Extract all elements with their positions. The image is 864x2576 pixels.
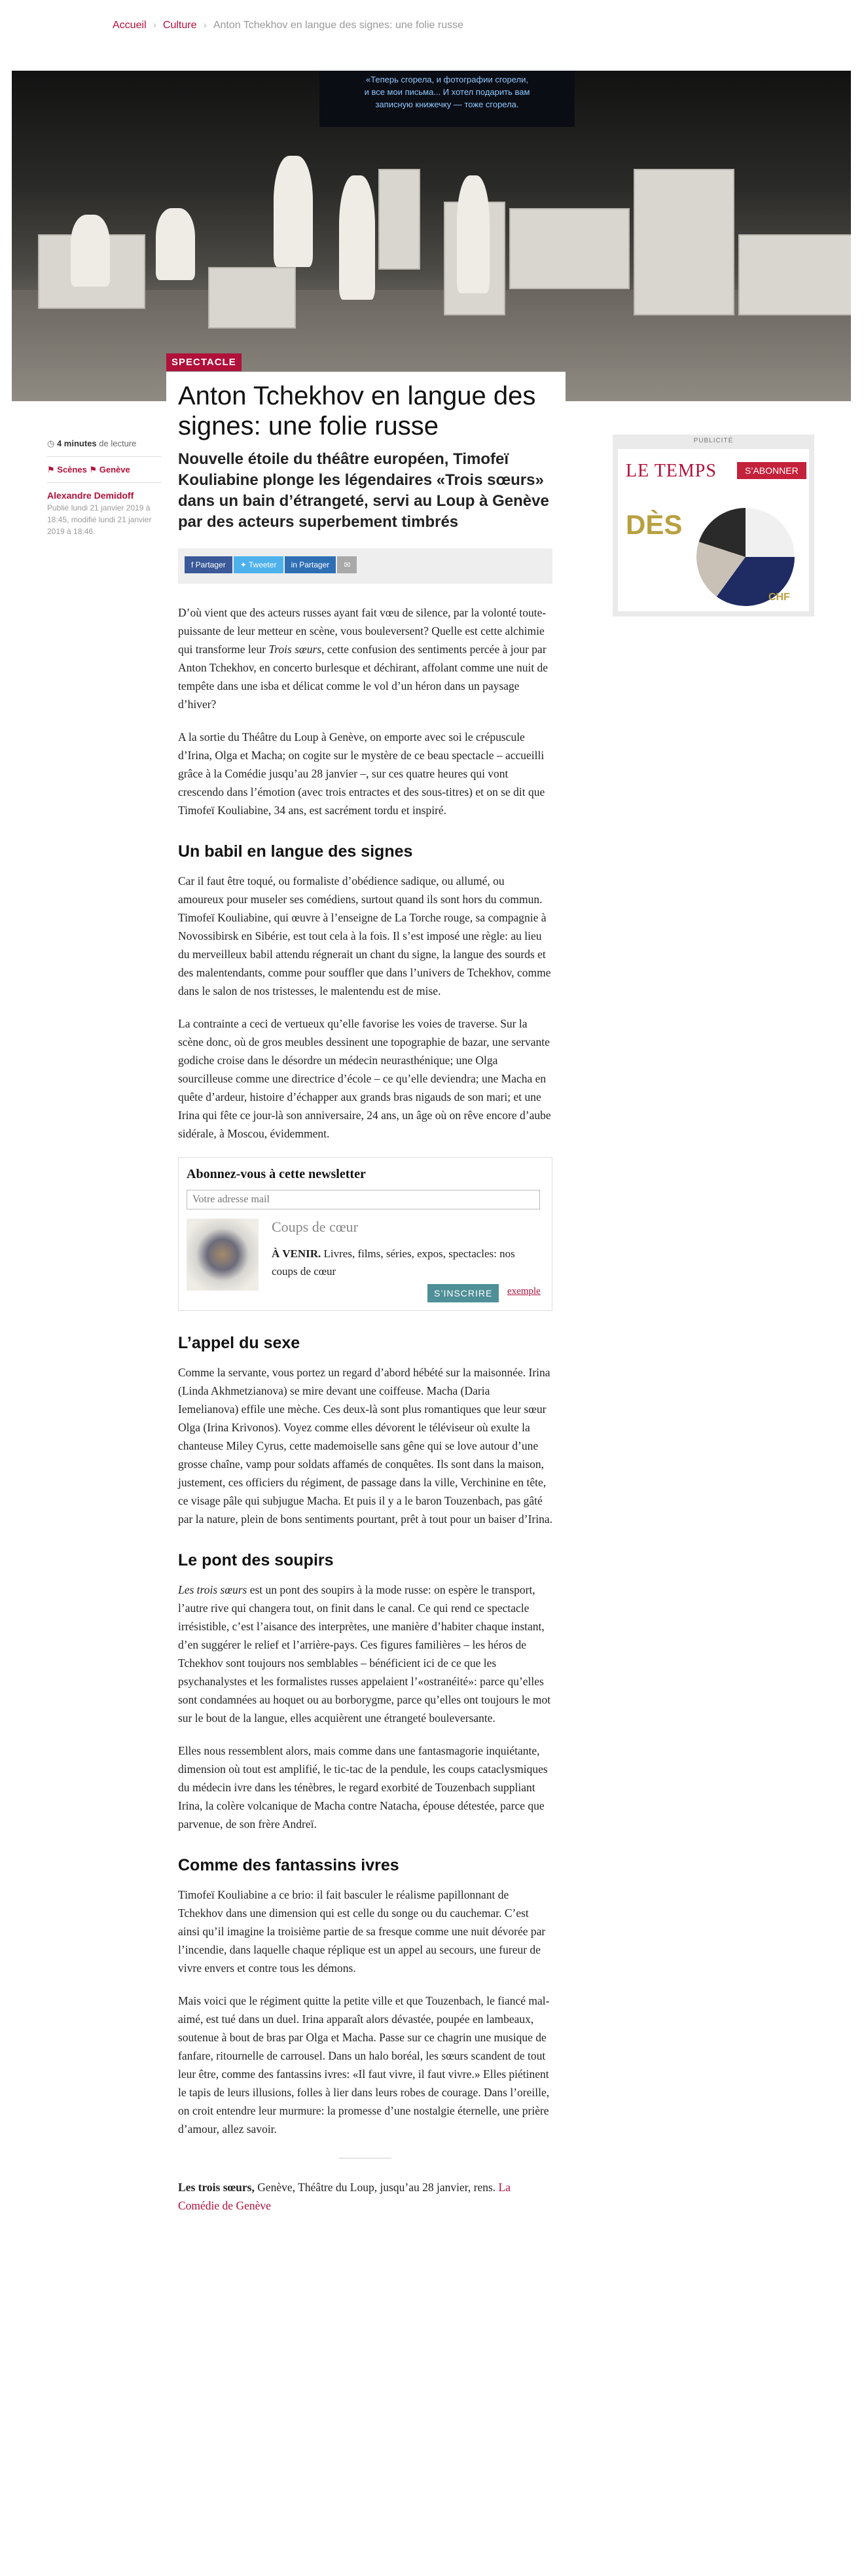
title-box bbox=[166, 372, 566, 448]
category-tag[interactable]: SPECTACLE bbox=[166, 353, 242, 371]
ad-brand-logo: LE TEMPS bbox=[626, 461, 717, 481]
publication-dates: Publié lundi 21 janvier 2019 à 18:45, modifié lundi 21 janvier 2019 à 18:46. bbox=[47, 503, 152, 536]
tag-link[interactable]: Genève bbox=[99, 465, 130, 474]
share-bar bbox=[178, 548, 552, 584]
paragraph-italic: Les trois sœurs bbox=[178, 1583, 247, 1596]
paragraph-text: est un pont des soupirs à la mode russe: on espère le transport, l’autre rive qui changera tout, on finit dans le canal. Ce qui rend ce spectacle irrésistible, c’est l’aisance des interprètes, une manière d’habiter chaque instant, d’en suggérer le relief et l’arrière-pays. Ces figures familières – les héros de Tchekhov sont toujours nos semblables – bénéficient ici de ce que les psychanalystes et les formalistes russes appelaient l’«ostranéité»: parce qu’elles sont condamnées au hoquet ou au borborygme, parce qu’elles ont toujours le mot sur le bout de la langue, elles acquièrent une étrangeté bouleversante. bbox=[178, 1583, 551, 1725]
newsletter-box bbox=[178, 1157, 552, 1311]
newsletter-description-bold: À VENIR. bbox=[272, 1247, 321, 1260]
stage-prop-cabinet bbox=[378, 169, 420, 270]
breadcrumb bbox=[113, 20, 463, 31]
ad-headline: DÈS bbox=[626, 509, 683, 540]
meta-divider bbox=[47, 456, 162, 457]
facebook-share-label: Partager bbox=[195, 560, 226, 569]
practical-info-title: Les trois sœurs, bbox=[178, 2181, 255, 2194]
paragraph: La contrainte a ceci de vertueux qu’elle favorise les voies de traverse. Sur la scène donc, où de gros meubles dessinent une topographie de bazar, une servante godiche croise dans le désordre un médecin neurasthénique; une Olga sourcilleuse comme une directrice d’école – ce qu’elle deviendra; une Macha en quête d’ardeur, histoire d’échapper aux grands bras nigauds de son mari; et une Irina qui fête ce jour-là son anniversaire, 24 ans, un âge où on rêve encore d’aube sidérale, à Moscou, évidemment. bbox=[178, 1017, 551, 1140]
section-heading: Le pont des soupirs bbox=[178, 1551, 334, 1569]
tag-link[interactable]: Scènes bbox=[57, 465, 87, 474]
section-heading: Comme des fantassins ivres bbox=[178, 1856, 399, 1874]
paragraph: A la sortie du Théâtre du Loup à Genève, on emporte avec soi le crépuscule d’Irina, Olga et Macha; on cogite sur le mystère de ce beau spectacle – accueilli grâce à la Comédie jusqu’au 28 janvier –, sur ces quatre heures qui vont crescendo dans l’émotion (avec trois entractes et des sous-titres) et on se dit que Timofeï Kouliabine, 34 ans, est sacrément tordu et inspiré. bbox=[178, 730, 545, 817]
reading-time-suffix: de lecture bbox=[96, 438, 137, 448]
facebook-icon: f bbox=[191, 560, 196, 569]
clock-icon: ◷ bbox=[47, 438, 57, 448]
breadcrumb-current: Anton Tchekhov en langue des signes: une folie russe bbox=[213, 20, 463, 31]
article-body bbox=[178, 449, 552, 2215]
stage-prop-bed bbox=[738, 234, 851, 315]
hero-surtitle bbox=[319, 71, 575, 127]
twitter-share-button[interactable] bbox=[234, 556, 283, 573]
article-meta bbox=[47, 437, 162, 537]
ad-label: PUBLICITÉ bbox=[693, 437, 734, 444]
hero-surtitle-line: и все мои письма... И хотел подарить вам bbox=[364, 87, 530, 97]
hero-image bbox=[12, 71, 851, 401]
tag-icon: ⚑ bbox=[47, 465, 55, 474]
newsletter-description bbox=[272, 1245, 533, 1280]
stage-actor bbox=[71, 215, 110, 287]
stage-actor bbox=[457, 175, 490, 293]
paragraph-italic: Trois sœurs bbox=[268, 643, 322, 656]
newsletter-heading: Abonnez-vous à cette newsletter bbox=[187, 1167, 366, 1181]
meta-divider bbox=[47, 482, 162, 483]
newsletter-item bbox=[187, 1216, 544, 1301]
paragraph: Mais voici que le régiment quitte la petite ville et que Touzenbach, le fiancé mal-aimé, est tué dans un duel. Irina apparaît alors dévastée, poupée en lambeaux, soutenue à bout de bras par Olga et Macha. Passe sur ce chagrin une musique de fanfare, ritournelle de carrousel. Dans un halo boréal, les sœurs scandent de tout leur être, comme des fantassins ivres: «Il faut vivre, il faut vivre.» Elles piétinent le tapis de leurs illusions, folles à lier dans leurs robes de courage. Dans l’oreille, on croit entendre leur murmure: la promesse d’une nostalgie éternelle, une prière d’amour, allez savoir. bbox=[178, 1994, 550, 2136]
hero-surtitle-line: «Теперь сгорела, и фотографии сгорели, bbox=[365, 75, 529, 84]
reading-time-value: 4 minutes bbox=[56, 438, 97, 448]
article-lead: Nouvelle étoile du théâtre européen, Timofeï Kouliabine plonge les légendaires «Trois sœurs» dans un bain d’étrangeté, servi au Loup à Genève par des acteurs superbement timbrés bbox=[178, 450, 549, 531]
paragraph: Timofeï Kouliabine a ce brio: il fait basculer le réalisme papillonnant de Tchekhov dans une dimension qui est celle du songe ou du cauchemar. C’est ainsi qu’il imagine la troisième partie de sa fresque comme une nuit dévorée par l’incendie, dans laquelle chaque réplique est un appel au secours, une fureur de vivre envers et contre tous les démons. bbox=[178, 1888, 546, 1975]
linkedin-share-button[interactable] bbox=[285, 556, 336, 573]
twitter-share-label: Tweeter bbox=[248, 560, 277, 569]
section-heading: Un babil en langue des signes bbox=[178, 842, 413, 861]
ad-banner[interactable] bbox=[618, 449, 809, 611]
twitter-icon: ✦ bbox=[240, 560, 249, 569]
facebook-share-button[interactable] bbox=[185, 556, 232, 573]
comedie-de-geneve-link[interactable]: La Comédie de Genève bbox=[178, 2181, 511, 2212]
breadcrumb-separator: › bbox=[153, 20, 156, 31]
stage-actor bbox=[274, 156, 313, 267]
paragraph bbox=[178, 603, 552, 713]
section-heading: L’appel du sexe bbox=[178, 1334, 300, 1352]
practical-info-text: Genève, Théâtre du Loup, jusqu’au 28 janvier, rens. bbox=[254, 2181, 499, 2194]
paragraph bbox=[178, 1581, 552, 1727]
stage-actor bbox=[339, 175, 375, 300]
newsletter-email-input[interactable] bbox=[187, 1190, 540, 1209]
stage-actor bbox=[156, 208, 195, 280]
paragraph: Comme la servante, vous portez un regard d’abord hébété sur la maisonnée. Irina (Linda Akhmetzianova) se mire devant une coiffeuse. Macha (Daria Iemelianova) effile une mèche. Ces deux-là sont plus romantiques que leur sœur Olga (Irina Krivonos). Voyez comme elles dévorent le téléviseur où exulte la chanteuse Miley Cyrus, cette mademoiselle sans gêne qui se love autour d’une grosse chaîne, vamp pour soldats affamés de conquêtes. Ils sont dans la maison, justement, ces officiers du régiment, de passage dans la ville, Verchinine en tête, ce visage pâle qui subjugue Macha. Et puis il y a le baron Touzenbach, pas gâté par la nature, plein de bons sentiments pourtant, prêt à tout pour un baiser d’Irina. bbox=[178, 1366, 552, 1526]
email-share-button[interactable] bbox=[337, 556, 357, 573]
newsletter-subscribe-button[interactable]: S’INSCRIRE bbox=[427, 1284, 499, 1302]
reading-time bbox=[47, 437, 162, 450]
hero-surtitle-line: записную книжечку — тоже сгорела. bbox=[375, 99, 519, 109]
breadcrumb-home-link[interactable]: Accueil bbox=[113, 20, 147, 31]
ad-price-unit: CHF bbox=[768, 592, 790, 603]
breadcrumb-separator: › bbox=[203, 20, 207, 31]
ad-subscribe-button[interactable]: S’ABONNER bbox=[737, 462, 806, 479]
author-link[interactable]: Alexandre Demidoff bbox=[47, 490, 134, 501]
practical-info bbox=[178, 2178, 552, 2215]
article-tags bbox=[47, 463, 162, 476]
linkedin-icon: in bbox=[291, 560, 300, 569]
article-title: Anton Tchekhov en langue des signes: une folie russe bbox=[178, 382, 536, 440]
linkedin-share-label: Partager bbox=[299, 560, 330, 569]
mail-icon: ✉ bbox=[344, 560, 351, 569]
stage-prop-chair bbox=[208, 267, 296, 329]
newsletter-description-text: Livres, films, séries, expos, spectacles: nos coups de cœur bbox=[272, 1247, 515, 1278]
tag-icon: ⚑ bbox=[89, 465, 98, 474]
newsletter-name: Coups de cœur bbox=[272, 1219, 358, 1235]
newsletter-example-link[interactable]: exemple bbox=[507, 1286, 541, 1297]
advertisement[interactable] bbox=[613, 435, 814, 617]
paragraph-text: D’où vient que des acteurs russes ayant fait vœu de silence, par la volonté toute-puissante de leur metteur en scène, vous bouleversent? Quelle est cette alchimie qui transforme leur bbox=[178, 606, 547, 656]
paragraph-text: , cette confusion des sentiments percée à jour par Anton Tchekhov, en concerto burlesque et déchirant, affolant comme une nuit de tempête dans une isba et délicat comme le vol d’un héron dans un paysage d’hiver? bbox=[178, 643, 549, 711]
paragraph: Elles nous ressemblent alors, mais comme dans une fantasmagorie inquiétante, dimension où tout est amplifié, le tic-tac de la pendule, les coups cataclysmiques du médecin ivre dans les ténèbres, le regard exorbité de Touzenbach suppliant Irina, la colère volcanique de Macha contre Natacha, épouse détestée, parce que parvenue, de son frère Andreï. bbox=[178, 1744, 548, 1831]
paragraph: Car il faut être toqué, ou formaliste d’obédience sadique, ou allumé, ou amoureux pour museler ses comédiens, surtout quand ils sont hors du commun. Timofeï Kouliabine, qui œuvre à l’enseigne de La Torche rouge, sa compagnie à Novossibirsk en Sibérie, est tout cela à la fois. Il s’est imposé une règle: au lieu du merveilleux babil attendu régnerait un chant du signe, la langue des sourds et des malentendants, comme pour souffler que dans l’univers de Tchekhov, comme dans le salon de nos tristesses, le malentendu est de mise. bbox=[178, 874, 551, 997]
newsletter-thumbnail bbox=[187, 1219, 259, 1291]
stage-prop-shelf bbox=[509, 208, 630, 289]
stage-prop-wardrobe bbox=[634, 169, 734, 315]
breadcrumb-section-link[interactable]: Culture bbox=[162, 20, 197, 31]
